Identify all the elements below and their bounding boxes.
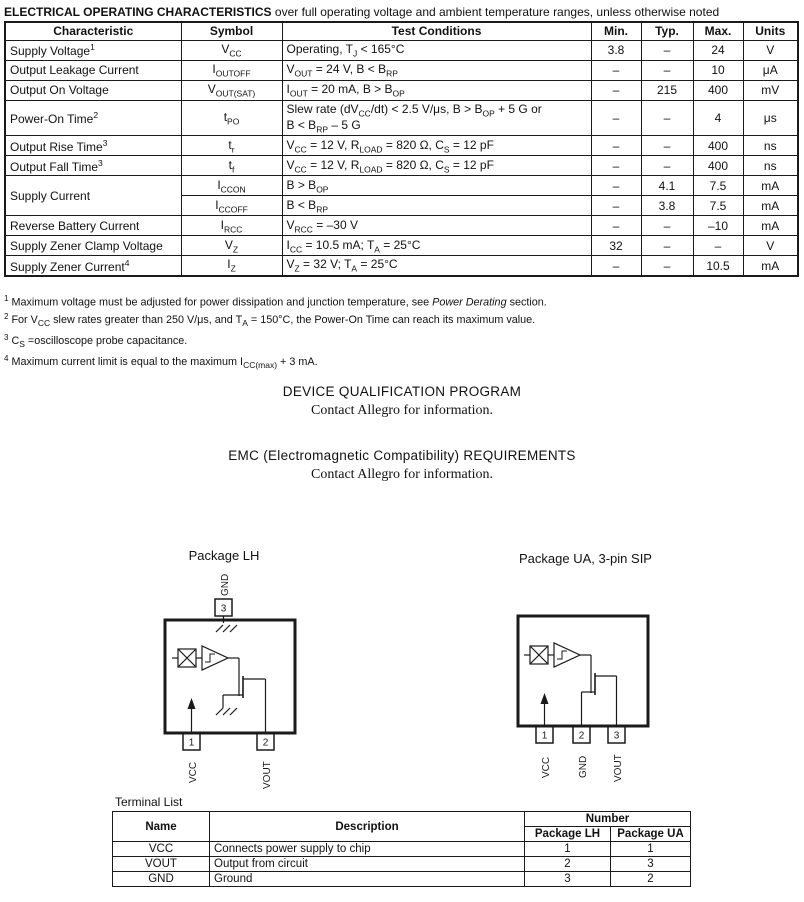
ground-icon	[216, 625, 237, 632]
cell-typ: 4.1	[641, 176, 693, 196]
page-title-rest: over full operating voltage and ambient temperature ranges, unless otherwise noted	[271, 5, 720, 19]
header-test-conditions: Test Conditions	[282, 22, 591, 40]
hall-element-icon	[172, 649, 196, 667]
cell-ua-number: 3	[611, 857, 691, 872]
cell-min: –	[591, 100, 641, 136]
cell-characteristic: Output Leakage Current	[5, 60, 181, 80]
cell-typ: –	[641, 256, 693, 276]
cell-characteristic: Output Rise Time$^3$	[5, 136, 181, 156]
cell-characteristic: Reverse Battery Current	[5, 216, 181, 236]
cell-max: 400	[693, 136, 743, 156]
cell-min: –	[591, 216, 641, 236]
cell-min: 3.8	[591, 40, 641, 60]
comparator-amp-icon	[202, 646, 228, 670]
cell-typ: 3.8	[641, 196, 693, 216]
ground-icon	[216, 708, 237, 715]
cell-ua-number: 2	[611, 872, 691, 887]
cell-symbol: $I_Z$	[181, 256, 282, 276]
header-units: Units	[743, 22, 798, 40]
pin-label: GND	[578, 755, 589, 778]
page-title	[4, 5, 719, 19]
cell-typ: –	[641, 100, 693, 136]
table-row	[5, 60, 798, 80]
footnote-marker: 1	[4, 294, 9, 303]
cell-min: –	[591, 196, 641, 216]
cell-name: VCC	[113, 842, 210, 857]
device-qualification-title: DEVICE QUALIFICATION PROGRAM	[282, 384, 522, 399]
cell-units: ns	[743, 156, 798, 176]
supply-arrow-icon	[541, 693, 549, 726]
cell-typ: –	[641, 216, 693, 236]
chip-body	[165, 620, 295, 733]
cell-conditions: Slew rate $(dV_{CC}/dt) < 2.5$ V/μs, $B > B_{OP} + 5$ G or $B < B_{RP} - 5$ G	[282, 100, 591, 136]
cell-max: 400	[693, 80, 743, 100]
cell-symbol: $I_{CCOFF}$	[181, 196, 282, 216]
cell-symbol: $t_f$	[181, 156, 282, 176]
cell-name: GND	[113, 872, 210, 887]
pin-label: VCC	[188, 761, 199, 783]
package-ua-diagram	[500, 600, 670, 790]
cell-max: 400	[693, 156, 743, 176]
pin-number: 3	[220, 603, 227, 615]
footnote-3	[4, 331, 547, 352]
cell-typ: 215	[641, 80, 693, 100]
pin-number: 2	[262, 737, 269, 749]
cell-min: –	[591, 256, 641, 276]
cell-symbol: $I_{RCC}$	[181, 216, 282, 236]
cell-characteristic: Supply Zener Clamp Voltage	[5, 236, 181, 256]
cell-characteristic: Output On Voltage	[5, 80, 181, 100]
cell-name: VOUT	[113, 857, 210, 872]
footnote-marker: 4	[4, 353, 9, 363]
cell-typ: –	[641, 60, 693, 80]
cell-conditions: Operating, $T_J < 165^\circ C$	[282, 40, 591, 60]
cell-units: V	[743, 236, 798, 256]
cell-symbol: $V_{OUT(SAT)}$	[181, 80, 282, 100]
footnote-4	[4, 352, 547, 373]
package-lh-title: Package LH	[188, 548, 260, 563]
mosfet-icon	[223, 676, 266, 698]
header-name: Name	[113, 812, 210, 842]
header-max: Max.	[693, 22, 743, 40]
cell-max: 10	[693, 60, 743, 80]
table-row	[5, 136, 798, 156]
cell-units: mA	[743, 176, 798, 196]
footnote-marker: 3	[4, 332, 9, 342]
electrical-characteristics-table	[4, 21, 799, 277]
cell-min: –	[591, 60, 641, 80]
table-row	[5, 256, 798, 276]
device-qualification-body: Contact Allegro for information.	[311, 403, 493, 418]
cell-lh-number: 3	[525, 872, 611, 887]
cell-symbol: $t_r$	[181, 136, 282, 156]
emc-requirements-title: EMC (Electromagnetic Compatibility) REQUIREMENTS	[228, 448, 576, 463]
cell-characteristic: Power-On Time$^2$	[5, 100, 181, 136]
chip-body	[518, 616, 648, 726]
cell-conditions: $I_{OUT} = 20$ mA, $B > B_{OP}$	[282, 80, 591, 100]
cell-min: –	[591, 136, 641, 156]
pin-number: 1	[541, 730, 548, 742]
table-row	[5, 80, 798, 100]
pin-label: GND	[220, 573, 231, 596]
footnote-2	[4, 310, 547, 331]
cell-description: Output from circuit	[210, 857, 525, 872]
table-row	[5, 236, 798, 256]
cell-units: μs	[743, 100, 798, 136]
cell-symbol: $I_{OUTOFF}$	[181, 60, 282, 80]
cell-description: Connects power supply to chip	[210, 842, 525, 857]
footnote-text: $C_S$ =oscilloscope probe capacitance.	[11, 335, 188, 350]
cell-min: –	[591, 80, 641, 100]
cell-lh-number: 1	[525, 842, 611, 857]
pin-label: VOUT	[613, 754, 624, 782]
cell-symbol: $V_Z$	[181, 236, 282, 256]
cell-max: –10	[693, 216, 743, 236]
table-row	[5, 100, 798, 136]
terminal-list-title: Terminal List	[115, 795, 183, 809]
header-symbol: Symbol	[181, 22, 282, 40]
hall-element-icon	[524, 646, 548, 664]
cell-conditions: $B > B_{OP}$	[282, 176, 591, 196]
terminal-list-table	[112, 811, 691, 887]
cell-conditions: $V_{CC} = 12$ V, $R_{LOAD} = 820$ Ω, $C_S = 12$ pF	[282, 136, 591, 156]
cell-units: V	[743, 40, 798, 60]
footnote-text: Maximum voltage must be adjusted for power dissipation and junction temperature, see Power Derating section.	[11, 296, 547, 309]
pin-number: 2	[578, 730, 585, 742]
header-package-lh: Package LH	[525, 827, 611, 842]
table-row	[5, 156, 798, 176]
hysteresis-icon	[205, 654, 215, 662]
cell-conditions: $V_Z = 32$ V; $T_A = 25^\circ C$	[282, 256, 591, 276]
cell-units: mA	[743, 256, 798, 276]
footnote-text: For $V_{CC}$ slew rates greater than 250 V/μs, and $T_A = 150^\circ C$, the Power-On Time can reach its maximum value.	[11, 314, 536, 329]
cell-min: –	[591, 176, 641, 196]
cell-symbol: $I_{CCON}$	[181, 176, 282, 196]
cell-units: μA	[743, 60, 798, 80]
cell-typ: –	[641, 136, 693, 156]
cell-symbol: $t_{PO}$	[181, 100, 282, 136]
terminal-row	[113, 857, 691, 872]
cell-ua-number: 1	[611, 842, 691, 857]
package-ua-title: Package UA, 3-pin SIP	[519, 551, 652, 566]
cell-characteristic: Supply Zener Current$^4$	[5, 256, 181, 276]
header-description: Description	[210, 812, 525, 842]
hysteresis-icon	[557, 651, 567, 659]
header-typ: Typ.	[641, 22, 693, 40]
pin-label: VOUT	[262, 761, 273, 789]
cell-units: ns	[743, 136, 798, 156]
cell-min: –	[591, 156, 641, 176]
cell-units: mV	[743, 80, 798, 100]
cell-units: mA	[743, 216, 798, 236]
cell-max: 4	[693, 100, 743, 136]
cell-symbol: $V_{CC}$	[181, 40, 282, 60]
cell-typ: –	[641, 236, 693, 256]
package-lh-diagram	[140, 565, 320, 800]
pin-number: 3	[613, 730, 620, 742]
cell-max: 7.5	[693, 176, 743, 196]
header-characteristic: Characteristic	[5, 22, 181, 40]
terminal-row	[113, 872, 691, 887]
cell-description: Ground	[210, 872, 525, 887]
pin-number: 1	[188, 737, 195, 749]
emc-requirements-body: Contact Allegro for information.	[311, 467, 493, 482]
footnotes	[4, 292, 547, 373]
footnote-text: Maximum current limit is equal to the maximum $I_{CC(max)} + 3$ mA.	[11, 356, 318, 371]
cell-conditions: $B < B_{RP}$	[282, 196, 591, 216]
header-package-ua: Package UA	[611, 827, 691, 842]
comparator-amp-icon	[554, 643, 580, 667]
cell-conditions: $V_{RCC} = -30$ V	[282, 216, 591, 236]
footnote-marker: 2	[4, 311, 9, 321]
cell-lh-number: 2	[525, 857, 611, 872]
terminal-row	[113, 842, 691, 857]
cell-conditions: $V_{OUT} = 24$ V, $B < B_{RP}$	[282, 60, 591, 80]
terminal-header-row	[113, 812, 691, 827]
header-number: Number	[525, 812, 691, 827]
cell-units: mA	[743, 196, 798, 216]
cell-conditions: $I_{CC} = 10.5$ mA; $T_A = 25^\circ C$	[282, 236, 591, 256]
mosfet-icon	[582, 673, 617, 695]
cell-characteristic: Output Fall Time$^3$	[5, 156, 181, 176]
table-row	[5, 176, 798, 196]
cell-conditions: $V_{CC} = 12$ V, $R_{LOAD} = 820$ Ω, $C_S = 12$ pF	[282, 156, 591, 176]
supply-arrow-icon	[188, 698, 196, 733]
header-min: Min.	[591, 22, 641, 40]
cell-typ: –	[641, 156, 693, 176]
table-row	[5, 216, 798, 236]
table-row	[5, 40, 798, 60]
cell-min: 32	[591, 236, 641, 256]
cell-max: –	[693, 236, 743, 256]
cell-max: 7.5	[693, 196, 743, 216]
cell-max: 24	[693, 40, 743, 60]
cell-typ: –	[641, 40, 693, 60]
cell-max: 10.5	[693, 256, 743, 276]
page-title-bold: ELECTRICAL OPERATING CHARACTERISTICS	[4, 5, 272, 19]
footnote-1	[4, 292, 547, 310]
pin-label: VCC	[541, 756, 552, 778]
cell-characteristic: Supply Voltage$^1$	[5, 40, 181, 60]
table-header-row	[5, 22, 798, 40]
cell-characteristic: Supply Current	[5, 176, 181, 216]
